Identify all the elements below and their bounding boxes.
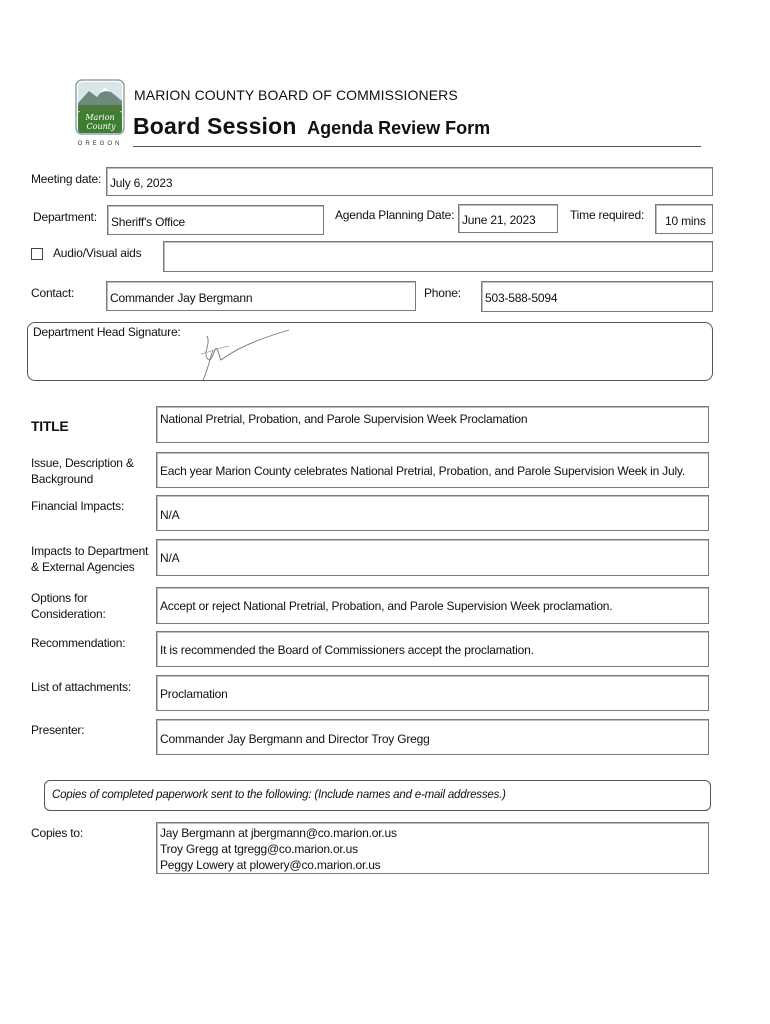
issue-description-label: Issue, Description & Background bbox=[31, 456, 134, 486]
header-rule bbox=[133, 146, 701, 147]
contact-field[interactable]: Commander Jay Bergmann bbox=[106, 281, 416, 311]
phone-field[interactable]: 503-588-5094 bbox=[481, 281, 713, 312]
attachments-field[interactable]: Proclamation bbox=[156, 675, 709, 711]
department-impacts-field[interactable]: N/A bbox=[156, 539, 709, 576]
copies-note-box bbox=[44, 780, 711, 811]
recommendation-field[interactable]: It is recommended the Board of Commissioners accept the proclamation. bbox=[156, 631, 709, 667]
agenda-planning-date-label: Agenda Planning Date: bbox=[335, 208, 455, 222]
copies-note: Copies of completed paperwork sent to the following: (Include names and e-mail addresses.) bbox=[52, 789, 506, 801]
attachments-label: List of attachments: bbox=[31, 680, 132, 694]
logo-state-text: OREGON bbox=[77, 141, 123, 147]
logo-emblem bbox=[75, 79, 125, 135]
presenter-label: Presenter: bbox=[31, 723, 85, 737]
phone-label: Phone: bbox=[424, 286, 461, 300]
svg-text:County: County bbox=[86, 122, 116, 131]
form-title bbox=[133, 113, 490, 140]
department-impacts-label: Impacts to Department & External Agencies bbox=[31, 544, 149, 574]
recommendation-label: Recommendation: bbox=[31, 636, 126, 650]
copies-to-label: Copies to: bbox=[31, 826, 84, 840]
agenda-planning-date-field[interactable]: June 21, 2023 bbox=[458, 204, 558, 233]
signature-label: Department Head Signature: bbox=[33, 325, 181, 339]
county-logo bbox=[75, 79, 125, 145]
recipient-line: Peggy Lowery at plowery@co.marion.or.us bbox=[160, 858, 381, 872]
av-aids-field[interactable] bbox=[163, 241, 713, 272]
av-aids-checkbox[interactable] bbox=[31, 248, 43, 260]
form-title-sub: Agenda Review Form bbox=[307, 118, 491, 138]
signature-image bbox=[193, 326, 303, 382]
financial-impacts-label: Financial Impacts: bbox=[31, 499, 125, 513]
meeting-date-label: Meeting date: bbox=[31, 172, 102, 186]
financial-impacts-field[interactable]: N/A bbox=[156, 495, 709, 531]
time-required-label: Time required: bbox=[570, 208, 645, 222]
options-field[interactable]: Accept or reject National Pretrial, Probation, and Parole Supervision Week proclamation. bbox=[156, 587, 709, 624]
department-field[interactable]: Sheriff's Office bbox=[107, 205, 324, 235]
presenter-field[interactable]: Commander Jay Bergmann and Director Troy Gregg bbox=[156, 719, 709, 755]
form-title-main: Board Session bbox=[133, 113, 297, 139]
copies-to-field[interactable] bbox=[156, 822, 709, 874]
title-label: TITLE bbox=[31, 418, 69, 434]
issue-description-field[interactable]: Each year Marion County celebrates National Pretrial, Probation, and Parole Supervision Week in July. bbox=[156, 452, 709, 488]
meeting-date-field[interactable]: July 6, 2023 bbox=[106, 167, 713, 196]
time-required-field[interactable]: 10 mins bbox=[655, 204, 713, 234]
contact-label: Contact: bbox=[31, 286, 75, 300]
av-aids-label: Audio/Visual aids bbox=[53, 246, 142, 260]
recipient-line: Troy Gregg at tgregg@co.marion.or.us bbox=[160, 842, 358, 856]
department-label: Department: bbox=[33, 210, 97, 224]
options-label: Options for Consideration: bbox=[31, 591, 106, 621]
signature-box[interactable] bbox=[27, 322, 713, 381]
recipient-line: Jay Bergmann at jbergmann@co.marion.or.us bbox=[160, 826, 397, 840]
svg-text:Marion: Marion bbox=[85, 113, 115, 122]
agency-name: MARION COUNTY BOARD OF COMMISSIONERS bbox=[134, 87, 458, 103]
title-field[interactable]: National Pretrial, Probation, and Parole Supervision Week Proclamation bbox=[156, 406, 709, 443]
